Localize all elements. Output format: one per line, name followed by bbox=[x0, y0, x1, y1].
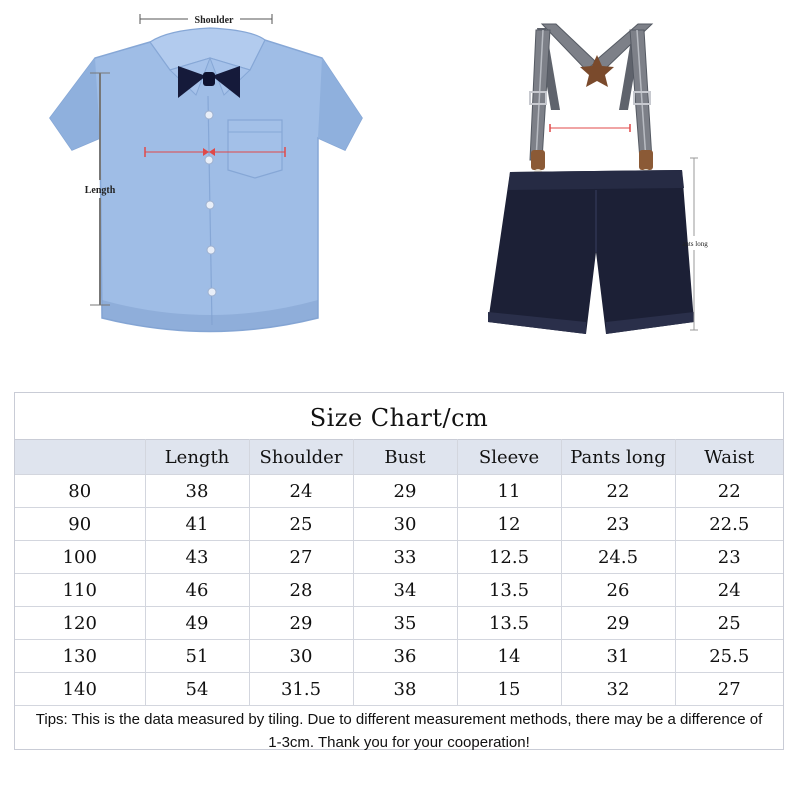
cell-waist: 25.5 bbox=[675, 640, 783, 673]
cell-shoulder: 30 bbox=[249, 640, 353, 673]
size-table bbox=[15, 439, 783, 706]
cell-sleeve: 12 bbox=[457, 508, 561, 541]
pants-long-label: ants long bbox=[682, 240, 708, 248]
table-row bbox=[15, 640, 783, 673]
cell-bust: 34 bbox=[353, 574, 457, 607]
cell-size: 80 bbox=[15, 475, 145, 508]
cell-size: 130 bbox=[15, 640, 145, 673]
cell-waist: 23 bbox=[675, 541, 783, 574]
cell-pants-long: 23 bbox=[561, 508, 675, 541]
cell-length: 38 bbox=[145, 475, 249, 508]
cell-pants-long: 32 bbox=[561, 673, 675, 706]
cell-size: 140 bbox=[15, 673, 145, 706]
shoulder-label: Shoulder bbox=[194, 15, 234, 26]
cell-size: 120 bbox=[15, 607, 145, 640]
cell-waist: 24 bbox=[675, 574, 783, 607]
cell-length: 54 bbox=[145, 673, 249, 706]
cell-pants-long: 24.5 bbox=[561, 541, 675, 574]
measurement-tips: Tips: This is the data measured by tiling. Due to different measurement methods, there may be a difference of 1-3cm. Thank you for your cooperation! bbox=[35, 711, 763, 751]
cell-size: 110 bbox=[15, 574, 145, 607]
cell-size: 100 bbox=[15, 541, 145, 574]
table-row bbox=[15, 673, 783, 706]
cell-length: 43 bbox=[145, 541, 249, 574]
waist-measure-line bbox=[550, 124, 630, 132]
cell-sleeve: 13.5 bbox=[457, 607, 561, 640]
cell-waist: 22 bbox=[675, 475, 783, 508]
cell-length: 49 bbox=[145, 607, 249, 640]
table-row bbox=[15, 508, 783, 541]
cell-bust: 33 bbox=[353, 541, 457, 574]
length-label: Length bbox=[84, 185, 116, 196]
cell-bust: 29 bbox=[353, 475, 457, 508]
cell-waist: 27 bbox=[675, 673, 783, 706]
shirt-image bbox=[50, 28, 362, 332]
cell-sleeve: 12.5 bbox=[457, 541, 561, 574]
cell-bust: 36 bbox=[353, 640, 457, 673]
cell-sleeve: 11 bbox=[457, 475, 561, 508]
product-illustration bbox=[0, 0, 800, 390]
cell-waist: 25 bbox=[675, 607, 783, 640]
cell-shoulder: 25 bbox=[249, 508, 353, 541]
header-shoulder: Shoulder bbox=[249, 440, 353, 475]
cell-bust: 30 bbox=[353, 508, 457, 541]
cell-sleeve: 13.5 bbox=[457, 574, 561, 607]
table-row bbox=[15, 541, 783, 574]
cell-length: 51 bbox=[145, 640, 249, 673]
cell-bust: 38 bbox=[353, 673, 457, 706]
suspender-shorts-image bbox=[488, 24, 694, 334]
cell-bust: 35 bbox=[353, 607, 457, 640]
table-row bbox=[15, 607, 783, 640]
cell-sleeve: 15 bbox=[457, 673, 561, 706]
size-chart-title: Size Chart/cm bbox=[309, 404, 489, 432]
table-row bbox=[15, 475, 783, 508]
cell-shoulder: 29 bbox=[249, 607, 353, 640]
cell-pants-long: 22 bbox=[561, 475, 675, 508]
cell-sleeve: 14 bbox=[457, 640, 561, 673]
cell-waist: 22.5 bbox=[675, 508, 783, 541]
cell-pants-long: 29 bbox=[561, 607, 675, 640]
cell-pants-long: 31 bbox=[561, 640, 675, 673]
cell-shoulder: 27 bbox=[249, 541, 353, 574]
header-bust: Bust bbox=[353, 440, 457, 475]
cell-pants-long: 26 bbox=[561, 574, 675, 607]
header-pants-long: Pants long bbox=[561, 440, 675, 475]
table-row bbox=[15, 574, 783, 607]
size-chart bbox=[14, 392, 784, 750]
header-sleeve: Sleeve bbox=[457, 440, 561, 475]
table-header-row bbox=[15, 440, 783, 475]
cell-size: 90 bbox=[15, 508, 145, 541]
header-length: Length bbox=[145, 440, 249, 475]
cell-shoulder: 24 bbox=[249, 475, 353, 508]
cell-shoulder: 28 bbox=[249, 574, 353, 607]
cell-length: 41 bbox=[145, 508, 249, 541]
header-waist: Waist bbox=[675, 440, 783, 475]
cell-shoulder: 31.5 bbox=[249, 673, 353, 706]
header-size bbox=[15, 440, 145, 475]
cell-length: 46 bbox=[145, 574, 249, 607]
